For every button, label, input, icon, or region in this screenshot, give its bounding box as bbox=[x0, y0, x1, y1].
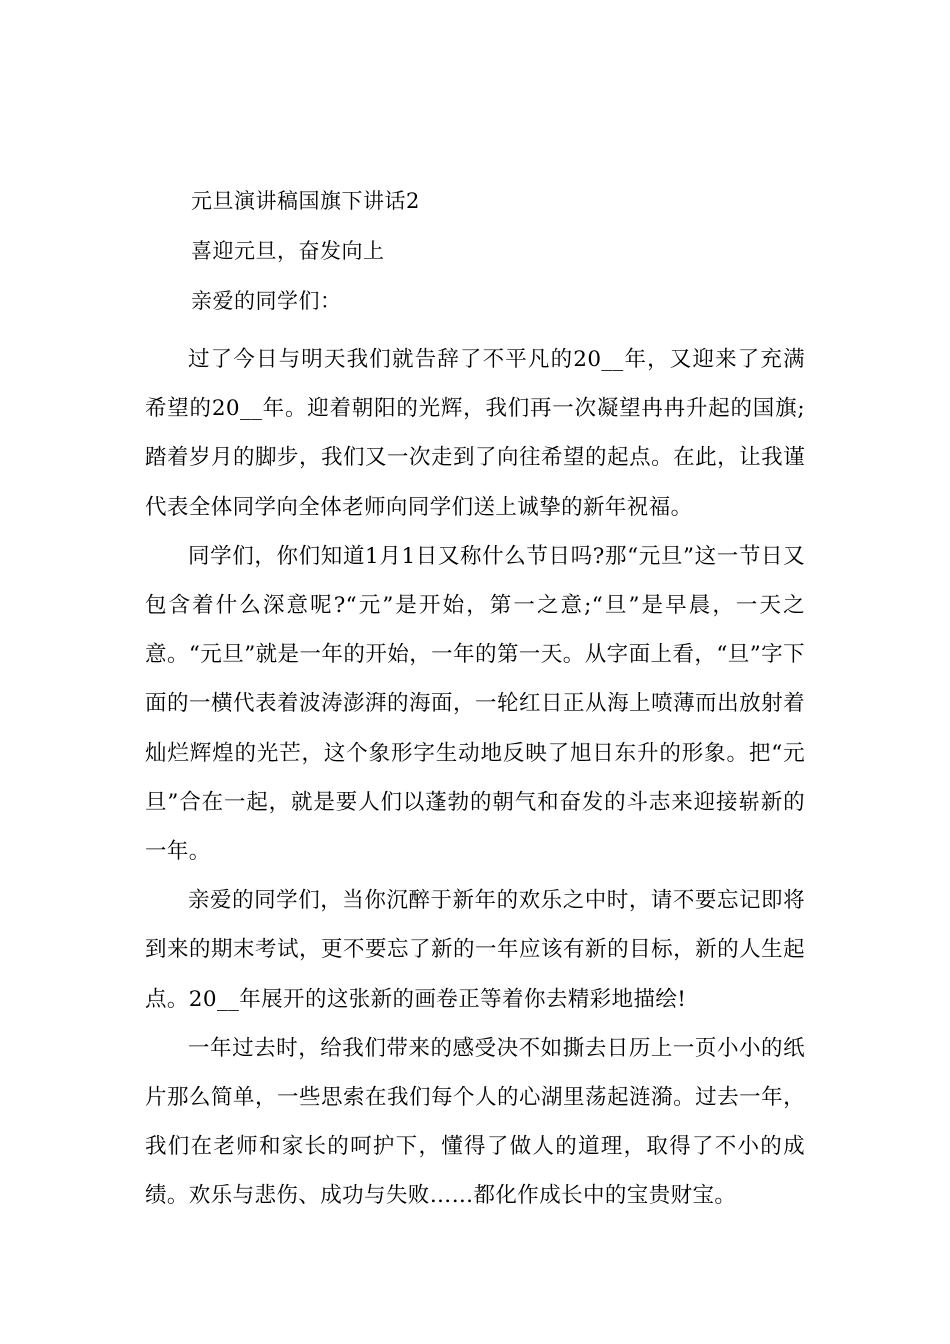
document-title: 元旦演讲稿国旗下讲话2 bbox=[191, 189, 420, 213]
paragraph: 亲爱的同学们，当你沉醉于新年的欢乐之中时，请不要忘记即将到来的期末考试，更不要忘了新的一年应该有新的目标，新的人生起点。20__年展开的这张新的画卷正等着你去精彩地描绘! bbox=[145, 888, 805, 1012]
greeting: 亲爱的同学们： bbox=[191, 289, 342, 313]
speech-subtitle: 喜迎元旦，奋发向上 bbox=[191, 239, 385, 263]
paragraph: 过了今日与明天我们就告辞了不平凡的20__年，又迎来了充满希望的20__年。迎着朝阳的光辉，我们再一次凝望冉冉升起的国旗;踏着岁月的脚步，我们又一次走到了向往希望的起点。在此，让我谨代表全体同学向全体老师向同学们送上诚挚的新年祝福。 bbox=[145, 347, 805, 520]
paragraph: 一年过去时，给我们带来的感受决不如撕去日历上一页小小的纸片那么简单，一些思索在我们每个人的心湖里荡起涟漪。过去一年，我们在老师和家长的呵护下，懂得了做人的道理，取得了不小的成绩。欢乐与悲伤、成功与失败……都化作成长中的宝贵财宝。 bbox=[145, 1035, 805, 1209]
paragraph: 同学们，你们知道1月1日又称什么节日吗?那“元旦”这一节日又包含着什么深意呢?“元”是开始，第一之意;“旦”是早晨，一天之意。“元旦”就是一年的开始，一年的第一天。从字面上看，“旦”字下面的一横代表着波涛澎湃的海面，一轮红日正从海上喷薄而出放射着灿烂辉煌的光芒，这个象形字生动地反映了旭日东升的形象。把“元旦”合在一起，就是要人们以蓬勃的朝气和奋发的斗志来迎接崭新的一年。 bbox=[145, 543, 805, 865]
speech-body bbox=[145, 335, 805, 1221]
